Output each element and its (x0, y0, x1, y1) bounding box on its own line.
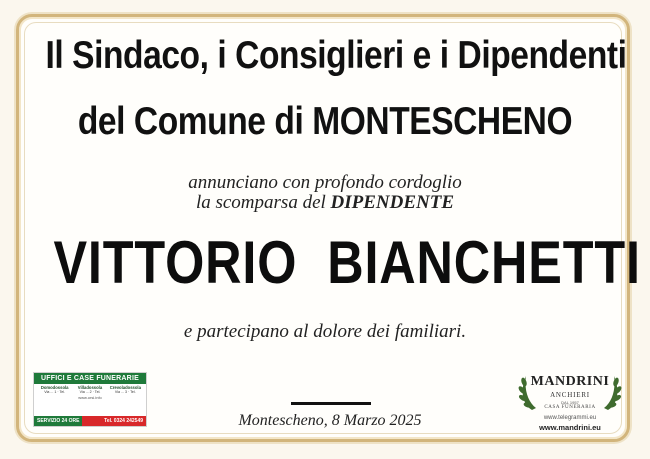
logo-footer (34, 416, 146, 426)
logo-website: www.orsi.info (78, 395, 102, 401)
brand-website[interactable]: www.mandrini.eu (539, 423, 601, 432)
brand-name: MANDRINI (530, 374, 610, 389)
office-info: Via ... 1 · Tel. (44, 390, 66, 395)
logo-title: UFFICI E CASE FUNERARIE (34, 373, 146, 384)
funeral-offices-logo (33, 372, 147, 427)
announcement-role: DIPENDENTE (330, 192, 455, 213)
office-columns (34, 384, 146, 394)
office-city: Crevoladossola (109, 385, 141, 390)
announcement-line-1: annunciano con profondo cordoglio (188, 172, 462, 193)
telegram-site[interactable]: www.telegrammi.eu (543, 415, 597, 421)
announcement-line-2-text: la scomparsa del (195, 192, 331, 213)
header-line-2: del Comune di MONTESCHENO (77, 100, 573, 143)
header-line-1: Il Sindaco, i Consiglieri e i Dipendenti (45, 34, 627, 77)
office-info: Via ... 2 · Tel. (79, 390, 101, 395)
office-item (37, 386, 72, 394)
brand-since: DAL 1957 (561, 400, 579, 405)
place-date: Montescheno, 8 Marzo 2025 (238, 412, 422, 429)
announcement-line-2 (0, 192, 650, 214)
office-info: Via ... 3 · Tel. (114, 390, 136, 395)
mandrini-logo (510, 364, 630, 434)
service-label: SERVIZIO 24 ORE (34, 416, 82, 426)
office-city: Domodossola (40, 385, 69, 390)
deceased-name: VITTORIO BIANCHETTI (53, 229, 641, 296)
office-item (108, 386, 143, 394)
office-item (73, 386, 108, 394)
closing-line: e partecipano al dolore dei familiari. (183, 321, 467, 342)
brand-subtitle: ANCHIERI (550, 391, 590, 399)
signature-rule (291, 402, 371, 405)
brand-casa: CASA FUNERARIA (544, 405, 596, 410)
office-city: Villadossola (77, 385, 103, 390)
service-phone: Tel. 0324 242549 (82, 416, 146, 426)
